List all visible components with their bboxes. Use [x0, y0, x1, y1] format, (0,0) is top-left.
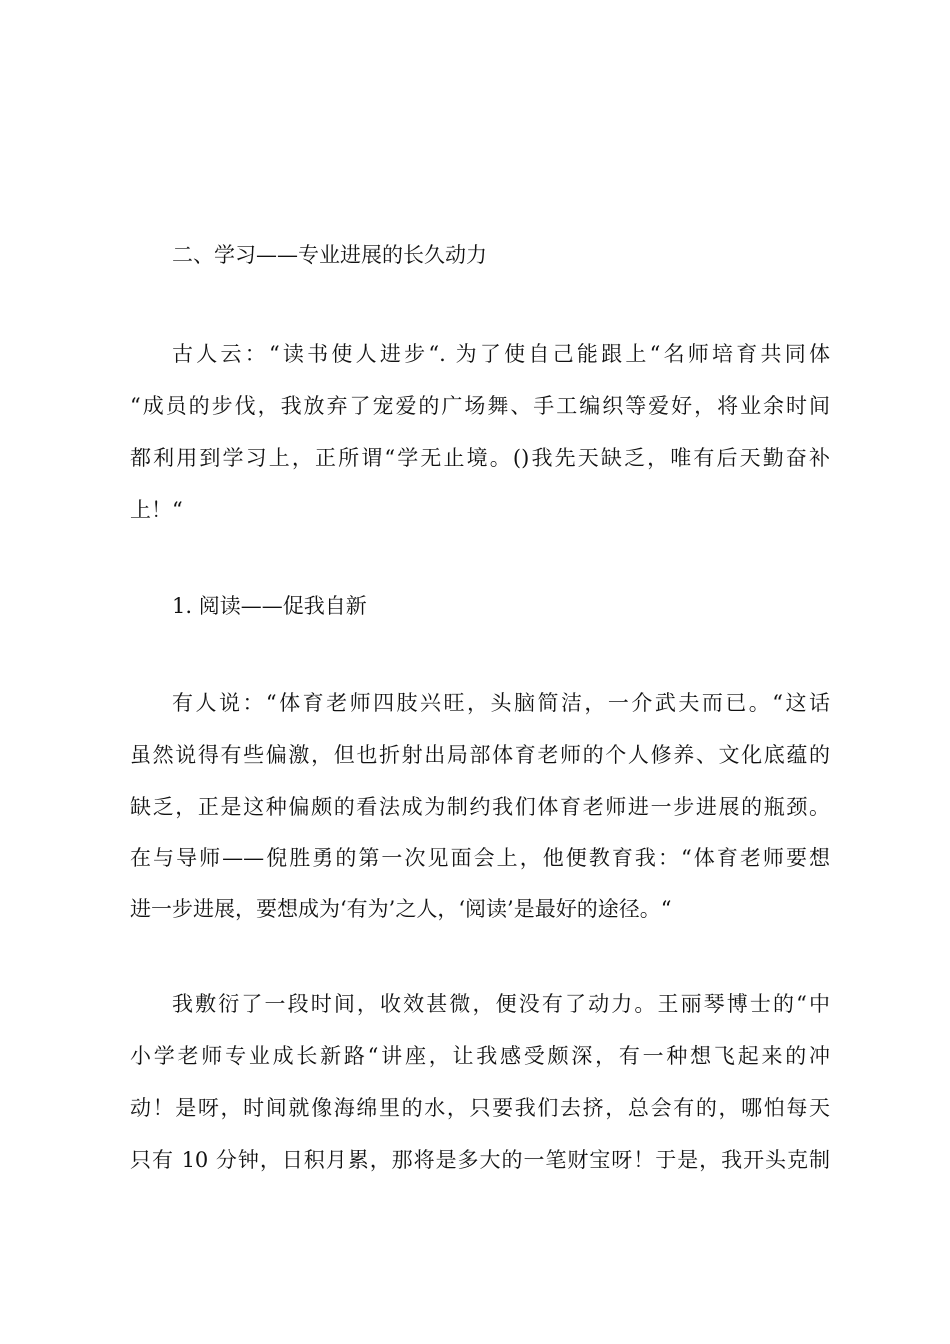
paragraph-3-line-2: 小学老师专业成长新路“讲座，让我感受颇深，有一种想飞起来的冲 — [130, 1044, 830, 1068]
paragraph-3-line-1: 我敷衍了一段时间，收效甚微，便没有了动力。王丽琴博士的“中 — [172, 992, 830, 1016]
paragraph-2-line-3: 缺乏，正是这种偏颇的看法成为制约我们体育老师进一步进展的瓶颈。 — [130, 795, 830, 819]
paragraph-3-line-3: 动！是呀，时间就像海绵里的水，只要我们去挤，总会有的，哪怕每天 — [130, 1096, 830, 1120]
section-heading: 二、学习——专业进展的长久动力 — [172, 243, 487, 267]
paragraph-1-line-1: 古人云：“读书使人进步“. 为了使自己能跟上“名师培育共同体 — [172, 342, 830, 366]
paragraph-2-line-1: 有人说：“体育老师四肢兴旺，头脑简洁，一介武夫而已。“这话 — [172, 691, 830, 715]
subheading: 1. 阅读——促我自新 — [172, 594, 367, 618]
paragraph-2-line-5: 进一步进展，要想成为‘有为’之人，‘阅读’是最好的途径。“ — [130, 897, 672, 921]
paragraph-1-line-3: 都利用到学习上，正所谓“学无止境。()我先天缺乏，唯有后天勤奋补 — [130, 446, 830, 470]
paragraph-2-line-4: 在与导师——倪胜勇的第一次见面会上，他便教育我：“体育老师要想 — [130, 846, 830, 870]
paragraph-1-line-2: “成员的步伐，我放弃了宠爱的广场舞、手工编织等爱好，将业余时间 — [130, 394, 830, 418]
paragraph-1-line-4: 上！“ — [130, 498, 183, 522]
paragraph-2-line-2: 虽然说得有些偏激，但也折射出局部体育老师的个人修养、文化底蕴的 — [130, 743, 830, 767]
paragraph-3-line-4: 只有 10 分钟，日积月累，那将是多大的一笔财宝呀！于是，我开头克制 — [130, 1148, 830, 1172]
